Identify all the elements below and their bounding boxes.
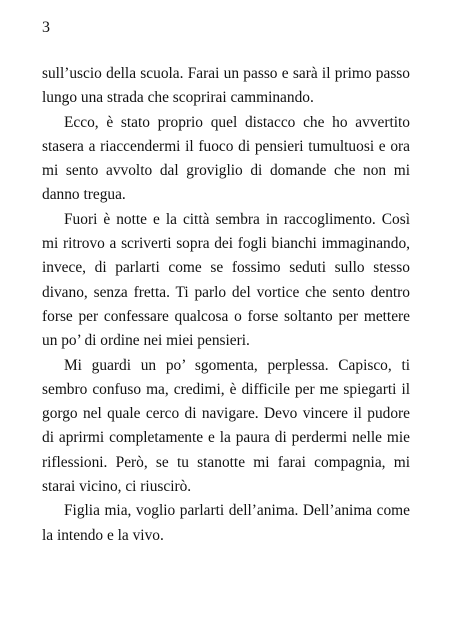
page-number: 3 [42,19,50,36]
paragraph-4: Mi guardi un po’ sgomenta, perplessa. Capisco, ti sembro confuso ma, credimi, è difficile per me spiegarti il gorgo nel quale cerco di navigare. Devo vincere il pudore di aprirmi completamente e la paura di perdermi nelle mie riflessioni. Però, se tu stanotte mi farai compagnia, mi starai vicino, ci riuscirò. [42,356,410,496]
paragraph-2: Ecco, è stato proprio quel distacco che ho avvertito stasera a riaccendermi il fuoco di pensieri tumultuosi e ora mi sento avvolto dal groviglio di domande che non mi danno tregua. [42,113,410,204]
paragraph-3: Fuori è notte e la città sembra in raccoglimento. Così mi ritrovo a scriverti sopra dei fogli bianchi immaginando, invece, di parlarti come se fossimo seduti sullo stesso divano, senza fretta. Ti parlo del vortice che sento dentro forse per confessare qualcosa o forse soltanto per mettere un po’ di ordine nei miei pensieri. [42,210,410,350]
paragraph-1: sull’uscio della scuola. Farai un passo e sarà il primo passo lungo una strada che scoprirai camminando. [42,65,410,107]
body-text [42,62,410,548]
paragraph-5: Figlia mia, voglio parlarti dell’anima. Dell’anima come la intendo e la vivo. [42,502,410,544]
